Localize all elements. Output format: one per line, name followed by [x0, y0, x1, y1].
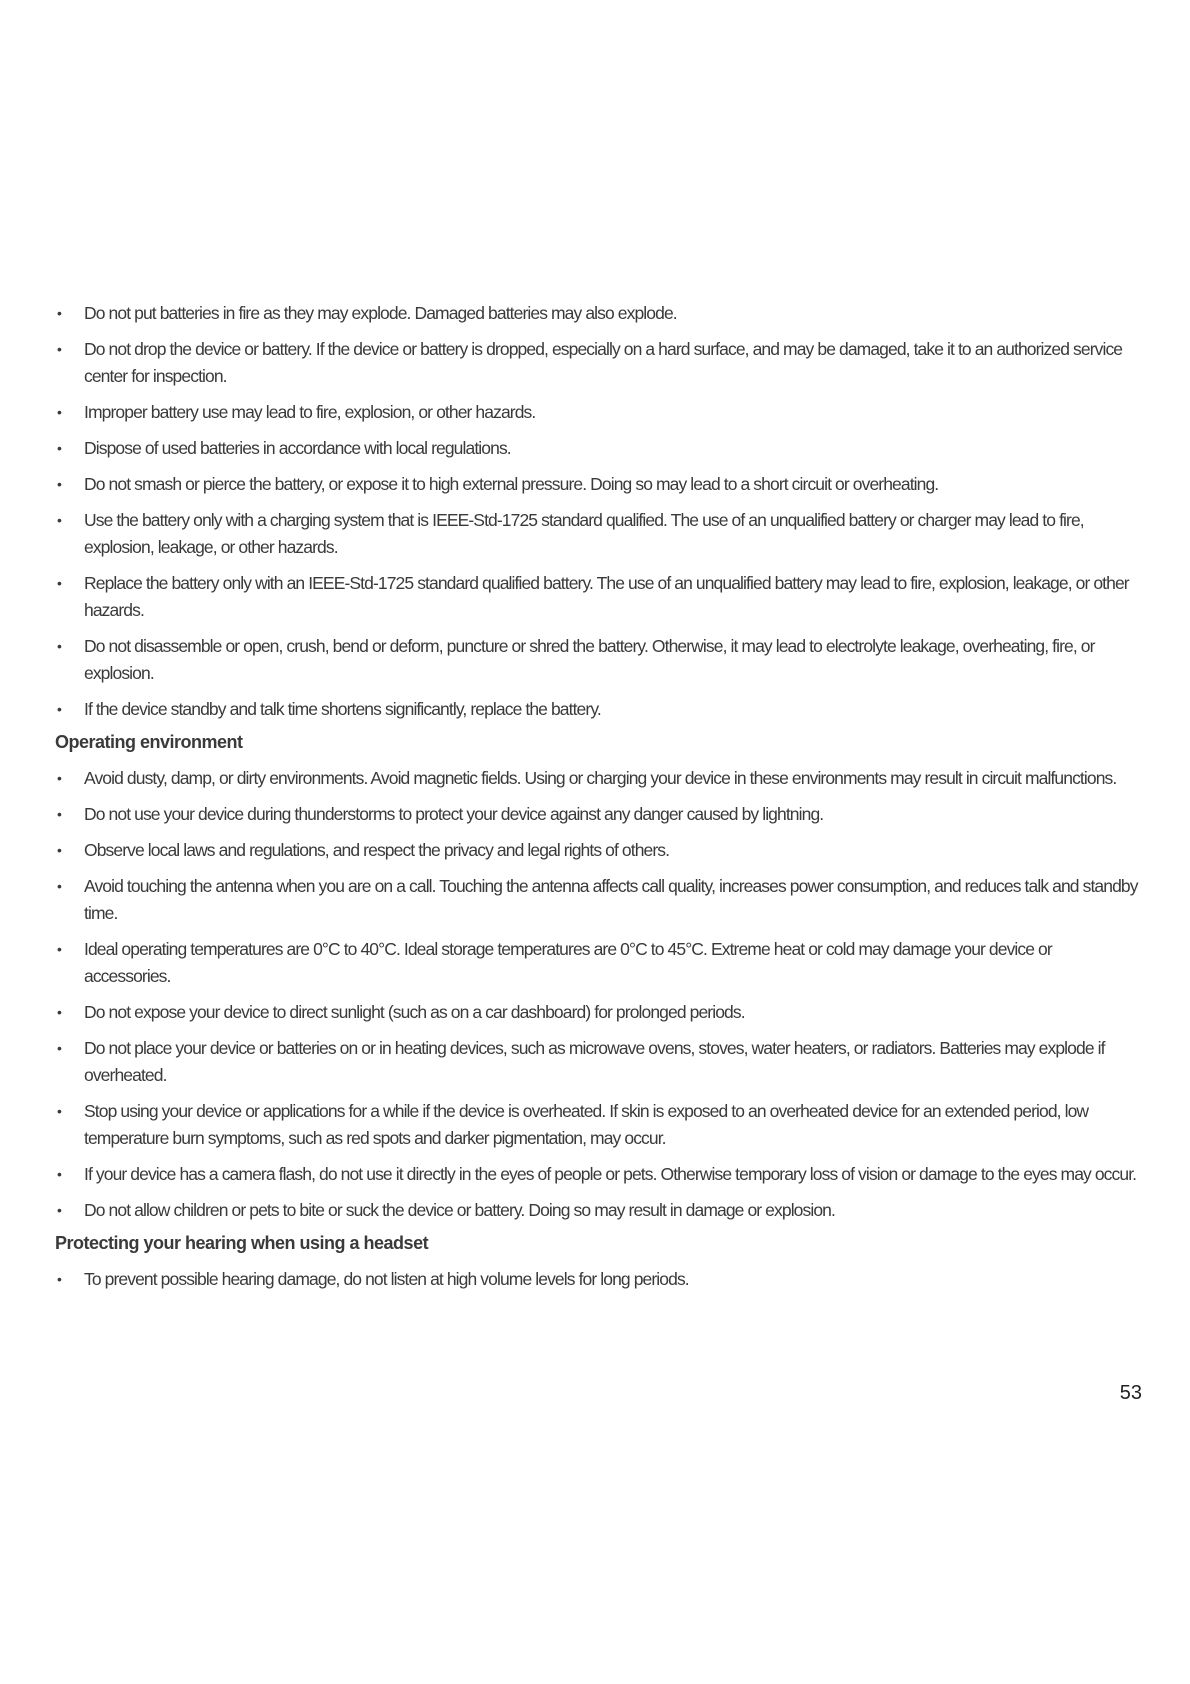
hearing-protection-list	[55, 1266, 1140, 1293]
bullet-icon: •	[57, 842, 62, 858]
list-item-text: Do not smash or pierce the battery, or expose it to high external pressure. Doing so may lead to a short circuit or overheating.	[84, 474, 939, 494]
list-item-text: To prevent possible hearing damage, do not listen at high volume levels for long periods.	[84, 1269, 689, 1289]
list-item	[55, 873, 1140, 927]
bullet-icon: •	[57, 1166, 62, 1182]
list-item-text: Do not put batteries in fire as they may explode. Damaged batteries may also explode.	[84, 303, 677, 323]
bullet-icon: •	[57, 575, 62, 591]
list-item	[55, 696, 1140, 723]
list-item-text: Stop using your device or applications for a while if the device is overheated. If skin is exposed to an overheated device for an extended period, low temperature burn symptoms, such as red spots and darker pigmentation, may occur.	[84, 1101, 1089, 1148]
bullet-icon: •	[57, 878, 62, 894]
bullet-icon: •	[57, 440, 62, 456]
list-item-text: Replace the battery only with an IEEE-Std-1725 standard qualified battery. The use of an unqualified battery may lead to fire, explosion, leakage, or other hazards.	[84, 573, 1129, 620]
page-number: 53	[1119, 1382, 1142, 1404]
list-item-text: Use the battery only with a charging system that is IEEE-Std-1725 standard qualified. The use of an unqualified battery or charger may lead to fire, explosion, leakage, or other hazards.	[84, 510, 1084, 557]
section-heading-operating-environment: Operating environment	[55, 732, 243, 752]
list-item-text: Avoid touching the antenna when you are on a call. Touching the antenna affects call quality, increases power consumption, and reduces talk and standby time.	[84, 876, 1138, 923]
list-item	[55, 999, 1140, 1026]
list-item	[55, 1197, 1140, 1224]
bullet-icon: •	[57, 305, 62, 321]
list-item-text: Do not expose your device to direct sunlight (such as on a car dashboard) for prolonged periods.	[84, 1002, 745, 1022]
list-item	[55, 1161, 1140, 1188]
list-item	[55, 633, 1140, 687]
list-item-text: Improper battery use may lead to fire, explosion, or other hazards.	[84, 402, 536, 422]
list-item	[55, 1098, 1140, 1152]
list-item-text: If the device standby and talk time shortens significantly, replace the battery.	[84, 699, 601, 719]
bullet-icon: •	[57, 1202, 62, 1218]
bullet-icon: •	[57, 341, 62, 357]
bullet-icon: •	[57, 1004, 62, 1020]
list-item-text: If your device has a camera flash, do not use it directly in the eyes of people or pets. Otherwise temporary loss of vision or damage to the eyes may occur.	[84, 1164, 1137, 1184]
bullet-icon: •	[57, 476, 62, 492]
list-item-text: Do not place your device or batteries on or in heating devices, such as microwave ovens, stoves, water heaters, or radiators. Batteries may explode if overheated.	[84, 1038, 1105, 1085]
list-item	[55, 1266, 1140, 1293]
list-item	[55, 471, 1140, 498]
bullet-icon: •	[57, 1103, 62, 1119]
battery-safety-list	[55, 300, 1140, 723]
list-item-text: Do not use your device during thunderstorms to protect your device against any danger caused by lightning.	[84, 804, 824, 824]
bullet-icon: •	[57, 638, 62, 654]
list-item	[55, 300, 1140, 327]
list-item	[55, 570, 1140, 624]
list-item	[55, 336, 1140, 390]
operating-environment-list	[55, 765, 1140, 1224]
bullet-icon: •	[57, 701, 62, 717]
list-item	[55, 765, 1140, 792]
bullet-icon: •	[57, 941, 62, 957]
list-item-text: Dispose of used batteries in accordance with local regulations.	[84, 438, 511, 458]
bullet-icon: •	[57, 770, 62, 786]
list-item	[55, 801, 1140, 828]
list-item	[55, 936, 1140, 990]
list-item-text: Ideal operating temperatures are 0°C to 40°C. Ideal storage temperatures are 0°C to 45°C. Extreme heat or cold may damage your device or accessories.	[84, 939, 1052, 986]
bullet-icon: •	[57, 404, 62, 420]
list-item-text: Do not allow children or pets to bite or suck the device or battery. Doing so may result in damage or explosion.	[84, 1200, 835, 1220]
section-heading-protecting-hearing: Protecting your hearing when using a headset	[55, 1233, 429, 1253]
list-item-text: Do not drop the device or battery. If the device or battery is dropped, especially on a hard surface, and may be damaged, take it to an authorized service center for inspection.	[84, 339, 1123, 386]
list-item-text: Observe local laws and regulations, and respect the privacy and legal rights of others.	[84, 840, 670, 860]
bullet-icon: •	[57, 806, 62, 822]
list-item	[55, 1035, 1140, 1089]
list-item-text: Do not disassemble or open, crush, bend or deform, puncture or shred the battery. Otherwise, it may lead to electrolyte leakage, overheating, fire, or explosion.	[84, 636, 1095, 683]
list-item-text: Avoid dusty, damp, or dirty environments. Avoid magnetic fields. Using or charging your device in these environments may result in circuit malfunctions.	[84, 768, 1117, 788]
list-item	[55, 399, 1140, 426]
list-item	[55, 837, 1140, 864]
bullet-icon: •	[57, 1040, 62, 1056]
page-content	[55, 300, 1140, 1302]
bullet-icon: •	[57, 512, 62, 528]
list-item	[55, 435, 1140, 462]
bullet-icon: •	[57, 1271, 62, 1287]
list-item	[55, 507, 1140, 561]
